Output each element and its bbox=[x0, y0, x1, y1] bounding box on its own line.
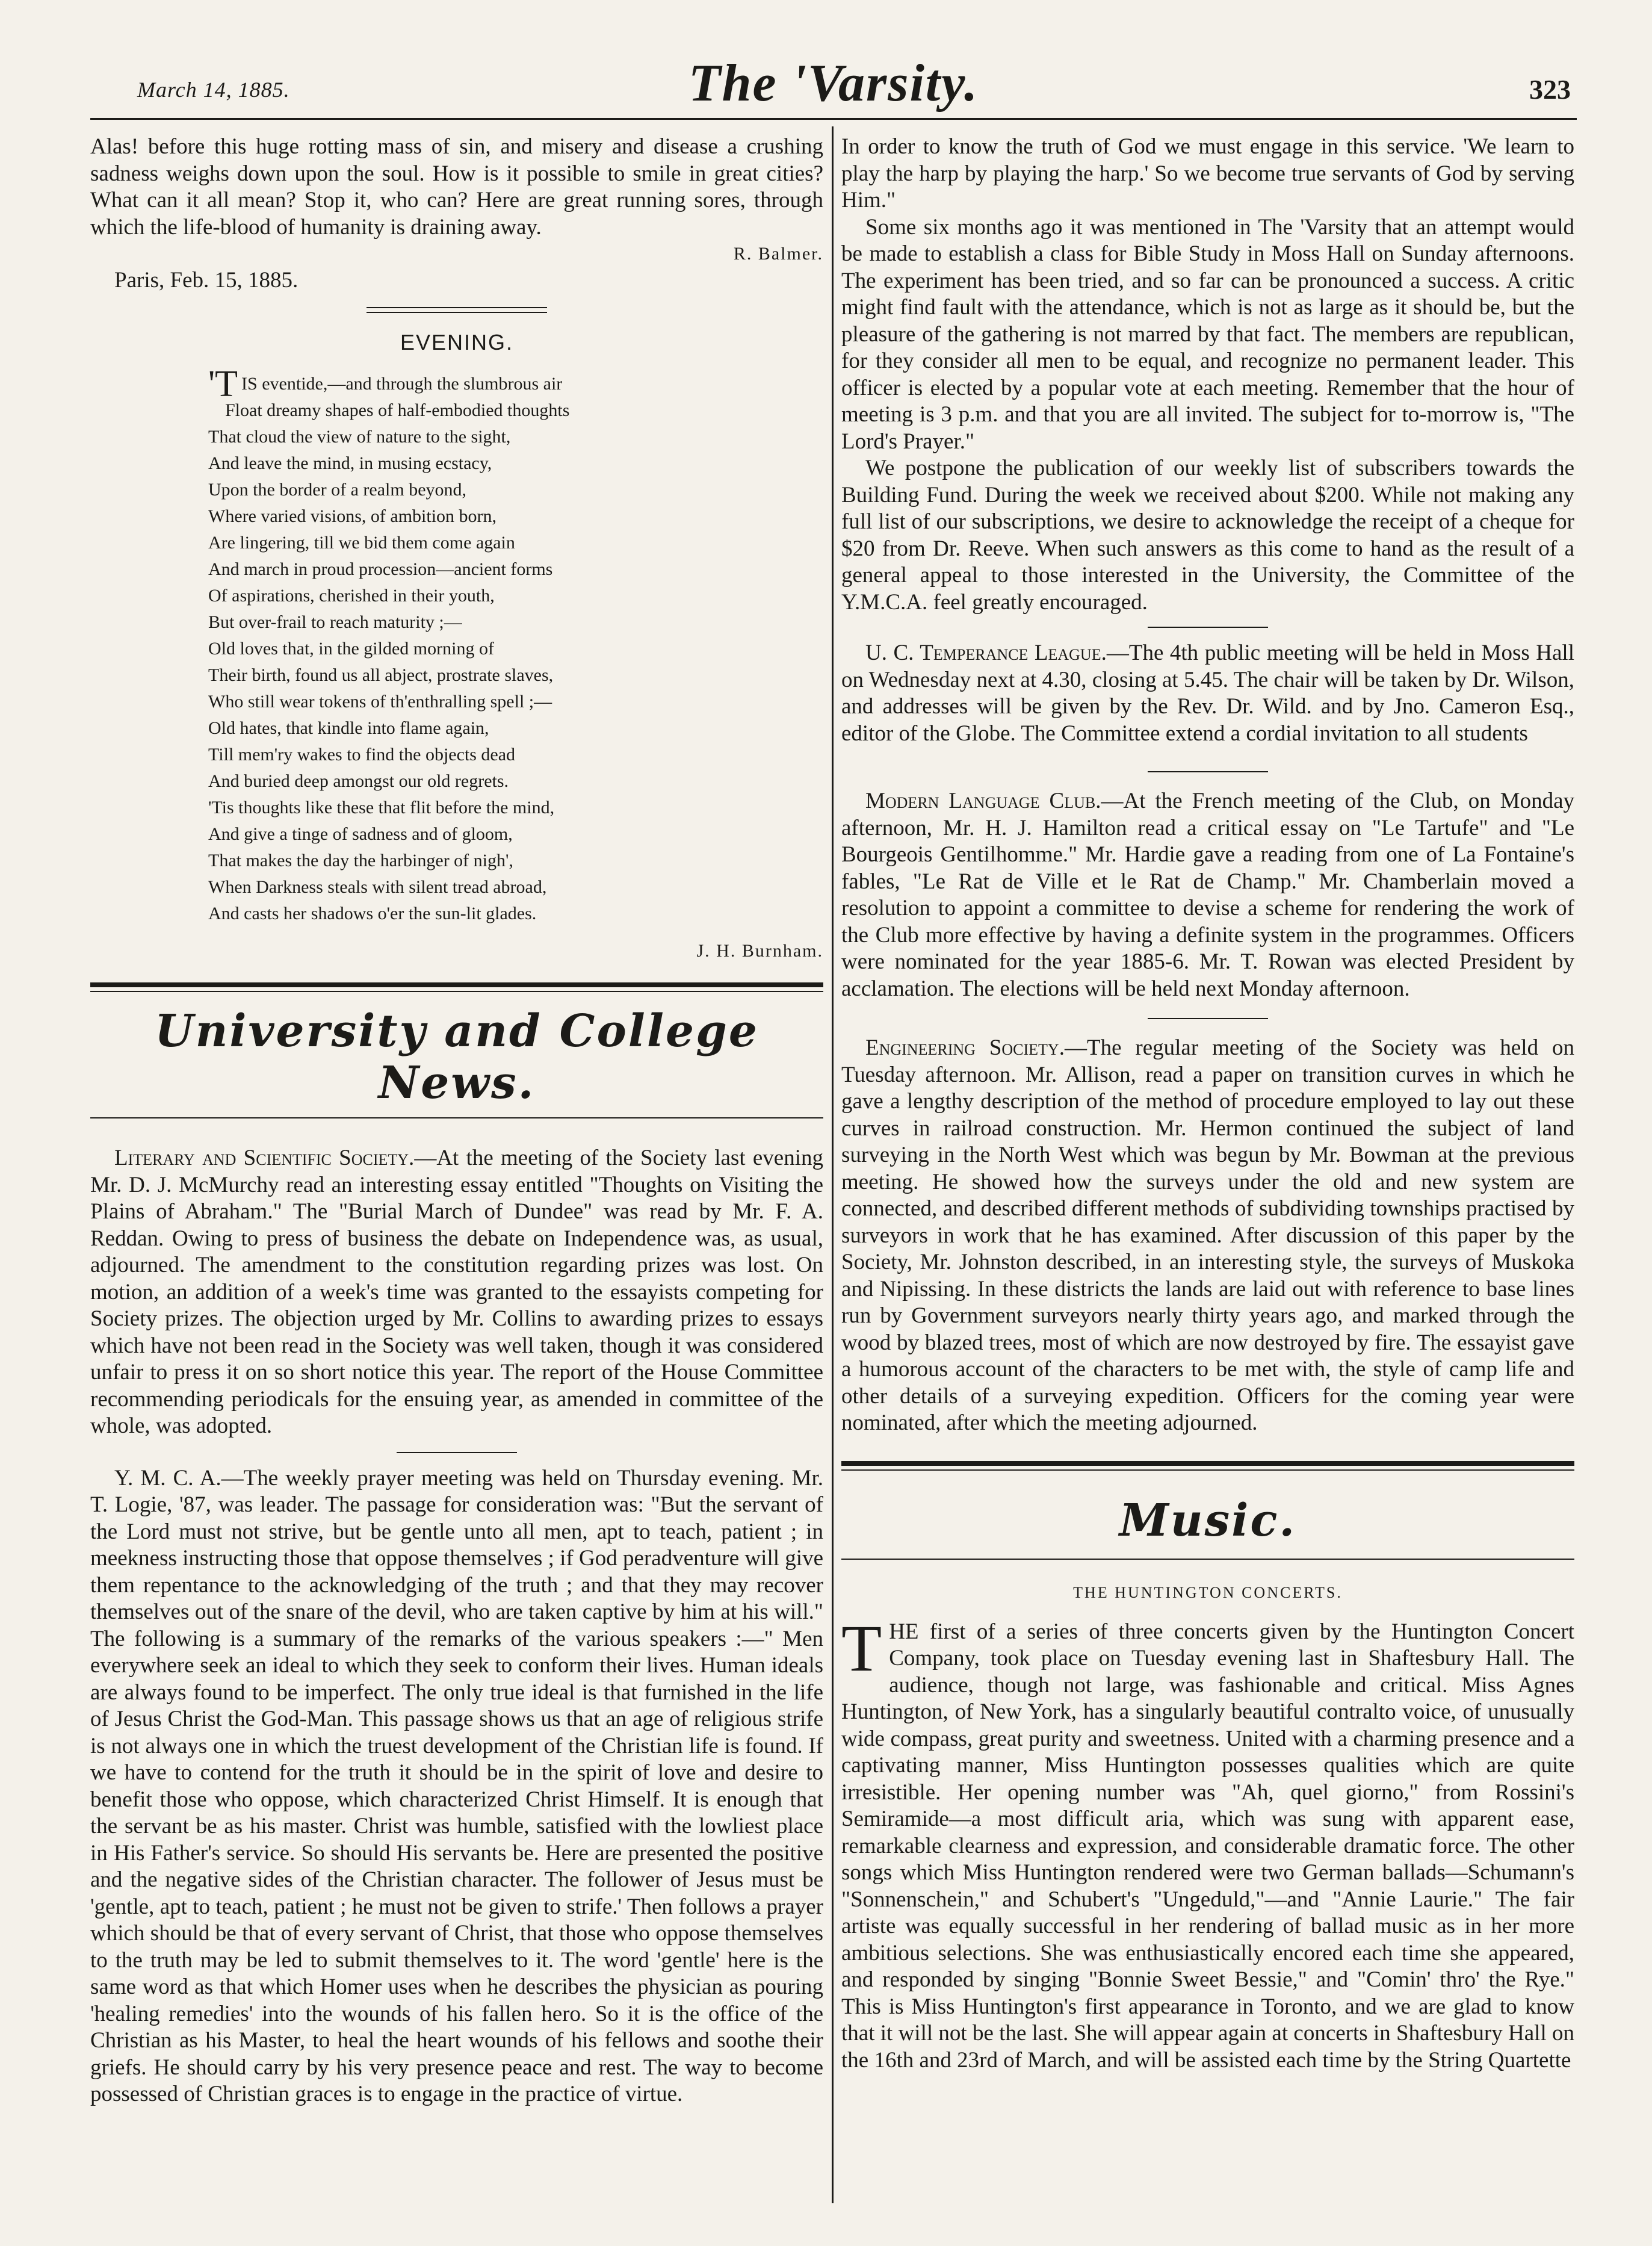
ymca-item bbox=[90, 1465, 823, 2108]
poem-line: Their birth, found us all abject, prostrate slaves, bbox=[208, 665, 554, 685]
item-heading: Modern Language Club. bbox=[865, 789, 1101, 813]
poem-line: Of aspirations, cherished in their youth, bbox=[208, 586, 495, 606]
page-number: 323 bbox=[1529, 74, 1571, 105]
item-body: —The 4th public meeting will be held in Moss Hall on Wednesday next at 4.30, closing at 5.45. The chair will be taken by Dr. Wilson, and addresses will be given by the Rev. Dr. Wild. and by Jno. Cameron Esq., editor of the Globe. The Committee extend a cordial invitation to all students bbox=[841, 641, 1574, 746]
modern-language-item bbox=[841, 788, 1574, 1002]
item-heading: Engineering Society. bbox=[865, 1035, 1065, 1060]
poem-line: And march in proud procession—ancient forms bbox=[208, 559, 553, 579]
bible-study-paragraph: Some six months ago it was mentioned in The 'Varsity that an attempt would be made to establish a class for Bible Study in Moss Hall on Sunday afternoons. The experiment has been tried, and so far can be pronounced a success. A critic might find fault with the attendance, which is not as large as it should be, but the pleasure of the gathering is not marred by that fact. The members are republican, for they consider all men to be equal, and recognize no permanent leader. This officer is elected by a popular vote at each meeting. Remember that the hour of meeting is 3 p.m. and that you are all invited. The subject for to-morrow is, "The Lord's Prayer." bbox=[841, 214, 1574, 454]
item-heading: U. C. Temperance League. bbox=[865, 641, 1107, 665]
column-divider bbox=[832, 126, 834, 2203]
item-heading: Literary and Scientific Society. bbox=[114, 1146, 415, 1170]
section-rule bbox=[90, 982, 823, 992]
ymca-continued: In order to know the truth of God we must engage in this service. 'We learn to play the harp by playing the harp.' So we become true servants of God by serving Him." bbox=[841, 134, 1574, 213]
concert-review bbox=[841, 1611, 1574, 2074]
drop-cap: T bbox=[841, 1611, 882, 1685]
header-rule bbox=[90, 118, 1577, 120]
divider-rule bbox=[1148, 1018, 1268, 1019]
poem-title: EVENING. bbox=[400, 330, 514, 355]
item-body: —The regular meeting of the Society was held on Tuesday afternoon. Mr. Allison, read a paper on transition curves in which he gave a lengthy description of the method of procedure employed to lay out these curves in railroad construction. Mr. Hermon continued the subject of land surveying in the North West which was begun by Mr. Bowman at the previous meeting. He showed how the surveys under the old and new system are connected, and described different methods of subdividing townships practised by surveyors in work that he has examined. After discussion of this paper by the Society, Mr. Johnston described, in an interesting style, the surveys of Muskoka and Nipissing. In these districts the lands are laid out with reference to base lines run by Government surveyors nearly thirty years ago, and marked through the wood by blazed trees, most of which are now destroyed by fire. The essayist gave a humorous account of the characters to be met with, the style of camp life and other details of a surveying expedition. Officers for the coming year were nominated, after which the meeting adjourned. bbox=[841, 1035, 1574, 1435]
item-body: —At the meeting of the Society last evening Mr. D. J. McMurchy read an interesting essay entitled "Thoughts on Visiting the Plains of Abraham." The "Burial March of Dundee" was read by Mr. F. A. Reddan. Owing to press of business the debate on Independence was, as usual, adjourned. The amendment to the constitution regarding prizes was lost. On motion, an addition of a week's time was granted to the essayists competing for Society prizes. The objection urged by Mr. Collins to awarding prizes to essays which have not been read in the Society was well taken, though it was considered unfair to press it on so short notice this year. The report of the House Committee recommending periodicals for the ensuing year, as amended in committee of the whole, was adopted. bbox=[90, 1146, 823, 1438]
poem-line: Old loves that, in the gilded morning of bbox=[208, 639, 494, 659]
item-body: —The weekly prayer meeting was held on Thursday evening. Mr. T. Logie, '87, was leader. The passage for consideration was: "But the servant of the Lord must not strive, but be gentle unto all men, apt to teach, patient ; in meekness instructing those that oppose themselves ; if God peradventure will give them repentance to the acknowledging of the truth ; and that they may recover themselves out of the snare of the devil, who are taken captive by him at his will." The following is a summary of the remarks of the various speakers :—" Men everywhere seek an ideal to which they seek to conform their lives. Human ideals are always found to be imperfect. The only true ideal is that furnished in the life of Jesus Christ the God-Man. This passage shows us that an age of religious strife is not always one in which the truest development of the Christian life is found. If we have to contend for the truth it should be in the spirit of love and desire to benefit those who oppose, which characterized Christ Himself. It is enough that the servant be as his master. Christ was humble, satisfied with the lowliest place in His Father's service. So should His servants be. Here are presented the positive and the negative sides of the Christian character. The follower of Jesus must be 'gentle, apt to teach, patient ; he must not be given to strife.' Then follows a prayer which should be that of every servant of Christ, that those who oppose themselves to the truth may be led to submit themselves to it. The word 'gentle' here is the same word as that which Homer uses when he describes the physician as pouring 'healing remedies' into the wounds of his fallen hero. So it is the office of the Christian as his Master, to heal the heart wounds of his fellows and soothe their griefs. He should carry by his very presence peace and rest. The way to become possessed of Christian graces is to engage in the practice of virtue. bbox=[90, 1465, 823, 2106]
poem-drop-cap: 'T bbox=[208, 364, 238, 405]
poem-line: And casts her shadows o'er the sun-lit glades. bbox=[208, 904, 537, 923]
right-column bbox=[841, 134, 1574, 2074]
poem-line: When Darkness steals with silent tread abroad, bbox=[208, 877, 547, 897]
concert-heading: THE HUNTINGTON CONCERTS. bbox=[1073, 1583, 1343, 1601]
poem-line: And leave the mind, in musing ecstacy, bbox=[208, 453, 492, 473]
poem-line: Who still wear tokens of th'enthralling spell ;— bbox=[208, 692, 552, 712]
balmer-paragraph: Alas! before this huge rotting mass of sin, and misery and disease a crushing sadness weighs down upon the soul. How is it possible to smile in great cities? What can it all mean? Stop it, who can? Here are great running sores, through which the life-blood of humanity is draining away. bbox=[90, 134, 823, 240]
literary-society-item bbox=[90, 1145, 823, 1440]
issue-date: March 14, 1885. bbox=[137, 78, 290, 102]
section-underline bbox=[841, 1559, 1574, 1560]
left-column bbox=[90, 134, 823, 2108]
poem-line: But over-frail to reach maturity ;— bbox=[208, 612, 462, 632]
poem-line: Old hates, that kindle into flame again, bbox=[208, 718, 489, 738]
poem-line: Upon the border of a realm beyond, bbox=[208, 480, 467, 500]
temperance-item bbox=[841, 640, 1574, 747]
poem-line: 'Tis thoughts like these that flit before the mind, bbox=[208, 798, 555, 817]
poem-line: Are lingering, till we bid them come again bbox=[208, 533, 515, 553]
divider-rule bbox=[1148, 627, 1268, 628]
divider-rule bbox=[397, 1452, 517, 1453]
masthead-title: The 'Varsity. bbox=[688, 54, 979, 113]
item-heading: Y. M. C. A. bbox=[114, 1465, 221, 1491]
poem bbox=[90, 364, 823, 927]
poem-line: That makes the day the harbinger of nigh', bbox=[208, 851, 513, 870]
section-underline bbox=[90, 1117, 823, 1118]
divider-rule bbox=[367, 307, 547, 313]
poem-line: And buried deep amongst our old regrets. bbox=[208, 771, 509, 791]
poem-line: Till mem'ry wakes to find the objects dead bbox=[208, 745, 516, 765]
page-header bbox=[90, 42, 1577, 120]
balmer-signature: R. Balmer. bbox=[733, 244, 823, 264]
poem-line-text: IS eventide,—and through the slumbrous air bbox=[241, 374, 563, 394]
poem-line: Float dreamy shapes of half-embodied thoughts bbox=[225, 400, 570, 420]
poem-line bbox=[208, 364, 823, 405]
poem-line: Where varied visions, of ambition born, bbox=[208, 506, 497, 526]
divider-rule bbox=[1148, 771, 1268, 772]
poem-line: And give a tinge of sadness and of gloom, bbox=[208, 824, 513, 844]
poem-signature: J. H. Burnham. bbox=[696, 941, 823, 961]
poem-line: That cloud the view of nature to the sight, bbox=[208, 427, 511, 447]
engineering-item bbox=[841, 1035, 1574, 1437]
section-title: University and College News. bbox=[155, 1005, 759, 1109]
section-rule bbox=[841, 1461, 1574, 1471]
music-section-title: Music. bbox=[1119, 1494, 1297, 1546]
item-body: —At the French meeting of the Club, on Monday afternoon, Mr. H. J. Hamilton read a critical essay on "Le Tartufe" and "Le Bourgeois Gentilhomme." Mr. Hardie gave a reading from one of La Fontaine's fables, "Le Rat de Ville et le Rat de Champ." Mr. Chamberlain moved a resolution to appoint a committee to devise a scheme for rendering the work of the Club more effective by having a definite system in the programmes. Officers were nominated for the year 1885-6. Mr. T. Rowan was elected President by acclamation. The elections will be held next Monday afternoon. bbox=[841, 789, 1574, 1001]
balmer-dateline: Paris, Feb. 15, 1885. bbox=[114, 268, 299, 293]
building-fund-paragraph: We postpone the publication of our weekly list of subscribers towards the Building Fund. During the week we received about $200. While not making any full list of our subscriptions, we desire to acknowledge the receipt of a cheque for $20 from Dr. Reeve. When such answers as this come to hand as the result of a general appeal to those interested in the University, the Committee of the Y.M.C.A. feel greatly encouraged. bbox=[841, 456, 1574, 615]
concert-body: HE first of a series of three concerts given by the Huntington Concert Company, took place on Tuesday evening last in Shaftesbury Hall. The audience, though not large, was fashionable and critical. Miss Agnes Huntington, of New York, has a singularly beautiful contralto voice, of unusually wide compass, great purity and sweetness. United with a charming presence and a captivating manner, Miss Huntington possesses qualities which are quite irresistible. Her opening number was "Ah, quel giorno," from Rossini's Semiramide—a most difficult aria, which was sung with apparent ease, remarkable clearness and expression, and considerable dramatic force. The other songs which Miss Huntington rendered were two German ballads—Schumann's "Sonnenschein," and Schubert's "Ungeduld,"—and "Annie Laurie." The fair artiste was equally successful in her rendering of ballad music as in her more ambitious selections. She was enthusiastically encored each time she appeared, and responded by singing "Bonnie Sweet Bessie," and "Comin' thro' the Rye." This is Miss Huntington's first appearance in Toronto, and we are glad to know that it will not be the last. She will appear again at concerts in Shaftesbury Hall on the 16th and 23rd of March, and will be assisted each time by the String Quartette bbox=[841, 1619, 1574, 2073]
